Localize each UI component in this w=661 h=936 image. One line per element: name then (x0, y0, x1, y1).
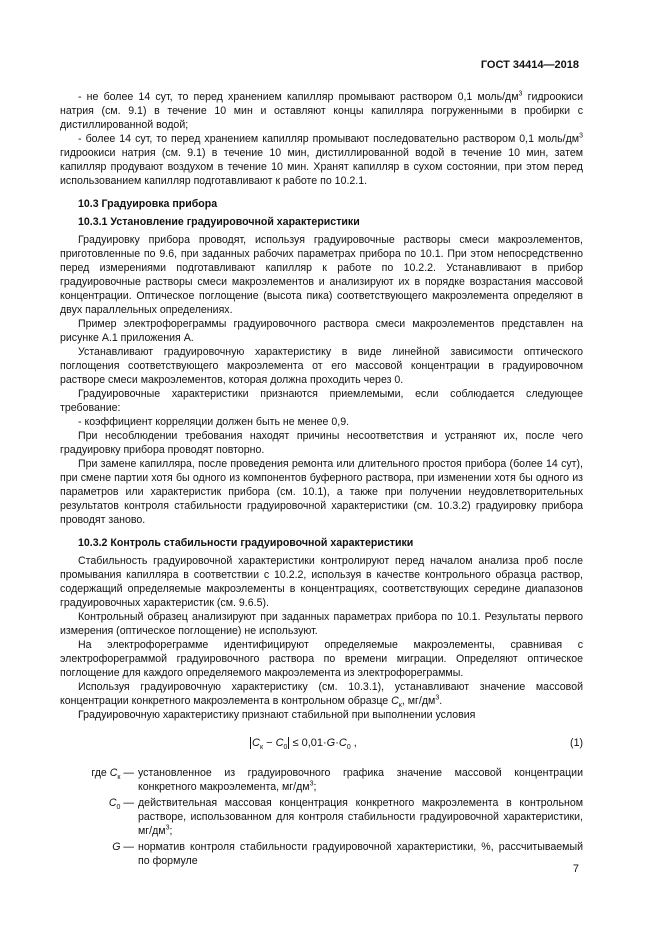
paragraph: Пример электрофореграммы градуировочного раствора смеси макроэлементов представлен на рисунке А.1 приложения А. (60, 318, 583, 344)
punctuation: , (350, 737, 357, 749)
text-run: — (120, 841, 134, 853)
definition-symbol (60, 796, 138, 838)
text-run: . (439, 695, 443, 707)
text-run: гидроокиси натрия (см. 9.1) в течение 10 мин, дистиллированной водой в течение 10 мин, затем капилляр продувают воздухом в течение 10 мин. Хранят капилляр в сухом состоянии, при этом перед использованием капилляр подготавливают к работе по 10.2.1. (60, 147, 583, 187)
definition-text (138, 840, 583, 868)
text-run: установленное из градуировочного графика значение массовой концентрации конкретного макроэлемента, мг/дм (138, 767, 583, 793)
symbol: C (252, 737, 260, 749)
paragraph: Градуировочную характеристику признают стабильной при выполнении условия (78, 709, 476, 721)
superscript: 3 (518, 90, 523, 98)
formula-1 (60, 732, 583, 758)
formula-number: (1) (570, 737, 583, 749)
page-number: 7 (572, 863, 579, 875)
definition-text (138, 796, 583, 838)
paragraph: - коэффициент корреляции должен быть не менее 0,9. (78, 416, 350, 428)
paragraph-storage-short (60, 90, 583, 132)
definition-item (60, 796, 583, 838)
symbol: C (338, 737, 347, 749)
definition-symbol (60, 766, 138, 794)
text-run: действительная массовая концентрация конкретного макроэлемента в контрольном растворе, использованном для контроля стабильности градуировочной характеристики, мг/дм (138, 797, 583, 837)
text-run: ; (169, 825, 173, 837)
document-header: ГОСТ 34414—2018 (480, 59, 579, 71)
symbol: C (275, 737, 284, 749)
subscript: к (117, 774, 121, 782)
symbol: G (326, 737, 336, 749)
paragraph: На электрофореграмме идентифицируют определяемые макроэлементы, сравнивая с электрофореграммой градуировочного раствора по времени миграции. Определяют оптическое поглощение для каждого определяемого макроэлемента из электрофореграммы. (60, 639, 583, 679)
symbol: G (112, 841, 121, 853)
definition-text (138, 766, 583, 794)
symbol: C (108, 797, 117, 809)
subscript: 0 (346, 744, 351, 752)
section-heading-10-3: 10.3 Градуировка прибора (78, 198, 218, 210)
text-run: Используя градуировочную характеристику (см. 10.3.1), устанавливают значение массовой концентрации конкретного макроэлемента в контрольном образце (60, 681, 583, 707)
paragraph: Стабильность градуировочной характеристики контролируют перед началом анализа проб после промывания капилляра в соответствии с 10.2.2, используя в качестве контрольного образца раствор, содержащий определяемые макроэлементы в концентрациях, соответствующих середине диапазонов градуировочных характеристик (см. 9.6.5). (60, 555, 583, 609)
paragraph: Градуировку прибора проводят, используя градуировочные растворы смеси макроэлементов, приготовленные по 9.6, при заданных рабочих параметрах прибора по 10.1. При этом непосредственно перед измерениями подготавливают капилляр к работе по 10.2.2. Устанавливают в прибор градуировочные растворы смеси макроэлементов и анализируют их в порядке возрастания массовой концентрации. Оптическое поглощение (высота пика) соответствующего макроэлемента определяют в двух параллельных определениях. (60, 234, 583, 316)
text-run: - более 14 сут, то перед хранением капилляр промывают последовательно раствором 0,1 моль/дм (78, 133, 580, 145)
text-run: — (120, 767, 134, 779)
paragraph-storage-long (60, 132, 583, 188)
text-run: - не более 14 сут, то перед хранением капилляр промывают раствором 0,1 моль/дм (78, 91, 519, 103)
operator: − (263, 737, 276, 749)
subsection-heading-10-3-1: 10.3.1 Установление градуировочной характеристики (78, 216, 360, 228)
paragraph: Контрольный образец анализируют при заданных параметрах прибора по 10.1. Результаты первого измерения (оптическое поглощение) не используют. (60, 611, 583, 637)
definition-symbol (60, 840, 138, 868)
operator: ≤ 0,01· (289, 737, 327, 749)
paragraph: Градуировочные характеристики признаются приемлемыми, если соблюдается следующее требование: (60, 388, 583, 414)
symbol: C (391, 695, 399, 707)
superscript: 3 (165, 824, 170, 832)
superscript: 3 (579, 132, 583, 140)
document-body (60, 90, 583, 870)
definition-item (60, 766, 583, 794)
subscript: 0 (283, 744, 288, 752)
symbol: C (109, 767, 118, 779)
subsection-heading-10-3-2: 10.3.2 Контроль стабильности градуировочной характеристики (78, 537, 414, 549)
definitions-list (60, 766, 583, 868)
paragraph: При несоблюдении требования находят причины несоответствия и устраняют их, после чего градуировку прибора проводят повторно. (60, 430, 583, 456)
text-run: норматив контроля стабильности градуировочной характеристики, %, рассчитываемый по формуле (138, 841, 583, 867)
paragraph (60, 680, 583, 708)
definition-item (60, 840, 583, 868)
absolute-value (250, 737, 289, 752)
text-run: — (120, 797, 134, 809)
text-run: , мг/дм (401, 695, 436, 707)
text-run: где (91, 767, 110, 779)
paragraph: При замене капилляра, после проведения ремонта или длительного простоя прибора (более 14 сут), при смене партии хотя бы одного из компонентов буферного раствора, при изменении хотя бы одного из параметров или характеристик прибора (см. 10.1), а также при получении неудовлетворительных результатов контроля стабильности градуировочной характеристики (см. 10.3.2) градуировку прибора проводят заново. (60, 458, 583, 526)
formula-expression (250, 736, 357, 750)
subscript: к (259, 744, 264, 752)
subscript: 0 (116, 804, 121, 812)
paragraph: Устанавливают градуировочную характеристику в виде линейной зависимости оптического поглощения соответствующего макроэлемента от его массовой концентрации в градуировочном растворе смеси макроэлементов, которая должна проходить через 0. (60, 346, 583, 386)
superscript: 3 (435, 694, 440, 702)
subscript: к (398, 702, 402, 710)
operator: · (335, 737, 339, 749)
text-run: гидроокиси натрия (см. 9.1) в течение 10 мин и оставляют концы капилляра погруженными в пробирки с дистиллированной водой; (60, 91, 583, 131)
text-run: ; (313, 781, 317, 793)
superscript: 3 (309, 780, 314, 788)
